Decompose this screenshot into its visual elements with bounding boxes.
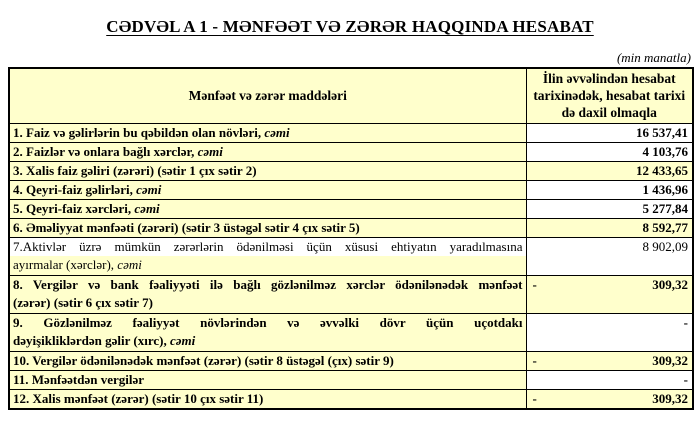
row-label: 6. Əməliyyat mənfəəti (zərəri) (sətir 3 üstəgəl sətir 4 çıx sətir 5) xyxy=(13,219,360,235)
row-label: 9. Gözlənilməz fəaliyyət növlərindən və əvvəlki dövr üçün uçotdakı xyxy=(13,314,523,330)
row-label-cell xyxy=(9,237,526,256)
table-row xyxy=(9,218,693,237)
row-label-cell xyxy=(9,370,526,389)
table-row xyxy=(9,389,693,409)
table-row xyxy=(9,199,693,218)
row-value-cell xyxy=(526,218,693,237)
row-dash: - xyxy=(532,276,537,292)
row-value-cell xyxy=(526,180,693,199)
row-label: 10. Vergilər ödənilənədək mənfəət (zərər) (sətir 8 üstəgəl (çıx) sətir 9) xyxy=(13,352,394,368)
table-header-row xyxy=(9,68,693,123)
table-row xyxy=(9,161,693,180)
report-page xyxy=(8,0,692,410)
row-dash: - xyxy=(532,390,537,406)
header-items-column: Mənfəət və zərər maddələri xyxy=(9,68,526,123)
row-value: 12 433,65 xyxy=(636,162,688,178)
row-label-cell xyxy=(9,218,526,237)
row-label: 5. Qeyri-faiz xərcləri, cəmi xyxy=(13,200,160,216)
row-label: 12. Xalis mənfəət (zərər) (sətir 10 çıx sətir 11) xyxy=(13,390,264,406)
row-value-cell xyxy=(526,351,693,370)
page-title: CƏDVƏL A 1 - MƏNFƏƏT VƏ ZƏRƏR HAQQINDA HESABAT xyxy=(106,17,594,36)
row-label-cell xyxy=(9,180,526,199)
row-value: 309,32 xyxy=(652,390,688,406)
row-label-cell xyxy=(9,389,526,409)
row-label: 11. Mənfəətdən vergilər xyxy=(13,371,145,387)
row-label-cell xyxy=(9,313,526,351)
row-value: 309,32 xyxy=(652,352,688,368)
header-period-column: İlin əvvəlindən hesabat tarixinədək, hesabat tarixi də daxil olmaqla xyxy=(526,68,693,123)
row-label-cell xyxy=(9,142,526,161)
row-value-cell xyxy=(526,275,693,313)
row-label: 4. Qeyri-faiz gəlirləri, cəmi xyxy=(13,181,162,197)
row-label: 8. Vergilər və bank fəaliyyəti ilə bağlı gözlənilməz xərclər ödənilənədək mənfəət xyxy=(13,276,523,292)
row-value: 309,32 xyxy=(652,276,688,292)
row-value-cell xyxy=(526,313,693,351)
table-row xyxy=(9,351,693,370)
row-value: 1 436,96 xyxy=(642,181,688,197)
table-row xyxy=(9,256,693,275)
profit-loss-table xyxy=(8,67,694,410)
row-value: 5 277,84 xyxy=(642,200,688,216)
table-row xyxy=(9,142,693,161)
unit-note: (min manatla) xyxy=(616,50,691,65)
table-body xyxy=(9,123,693,409)
row-dash: - xyxy=(532,352,537,368)
table-row xyxy=(9,180,693,199)
row-label-cell xyxy=(9,161,526,180)
row-label-cell xyxy=(9,199,526,218)
row-label: ayırmalar (xərclər), cəmi xyxy=(13,257,142,273)
table-row xyxy=(9,370,693,389)
table-row xyxy=(9,123,693,142)
row-label-cell xyxy=(9,351,526,370)
row-value-cell xyxy=(526,237,693,256)
row-value-cell xyxy=(526,389,693,409)
row-label: 7.Aktivlər üzrə mümkün zərərlərin ödənilməsi üçün xüsusi ehtiyatın yaradılmasına xyxy=(13,238,523,254)
row-label: 1. Faiz və gəlirlərin bu qəbildən olan növləri, cəmi xyxy=(13,124,290,140)
row-value: 8 592,77 xyxy=(642,219,688,235)
row-value: 8 902,09 xyxy=(642,238,688,254)
table-row xyxy=(9,313,693,351)
row-value-cell xyxy=(526,199,693,218)
row-label-continued: dəyişikliklərdən gəlir (xırc), cəmi xyxy=(13,332,196,348)
row-value-cell xyxy=(526,142,693,161)
row-value-cell xyxy=(526,370,693,389)
row-label-cell xyxy=(9,275,526,313)
row-label: 2. Faizlər və onlara bağlı xərclər, cəmi xyxy=(13,143,223,159)
row-value: - xyxy=(683,371,688,387)
row-value-cell xyxy=(526,123,693,142)
row-label-continued: (zərər) (sətir 6 çıx sətir 7) xyxy=(13,294,153,310)
row-value-cell xyxy=(526,161,693,180)
table-row xyxy=(9,237,693,256)
row-label-cell xyxy=(9,256,526,275)
row-value: 16 537,41 xyxy=(636,124,688,140)
row-label: 3. Xalis faiz gəliri (zərəri) (sətir 1 çıx sətir 2) xyxy=(13,162,257,178)
table-row xyxy=(9,275,693,313)
row-value-cell xyxy=(526,256,693,275)
row-value: 4 103,76 xyxy=(642,143,688,159)
row-value: - xyxy=(683,314,688,330)
row-label-cell xyxy=(9,123,526,142)
